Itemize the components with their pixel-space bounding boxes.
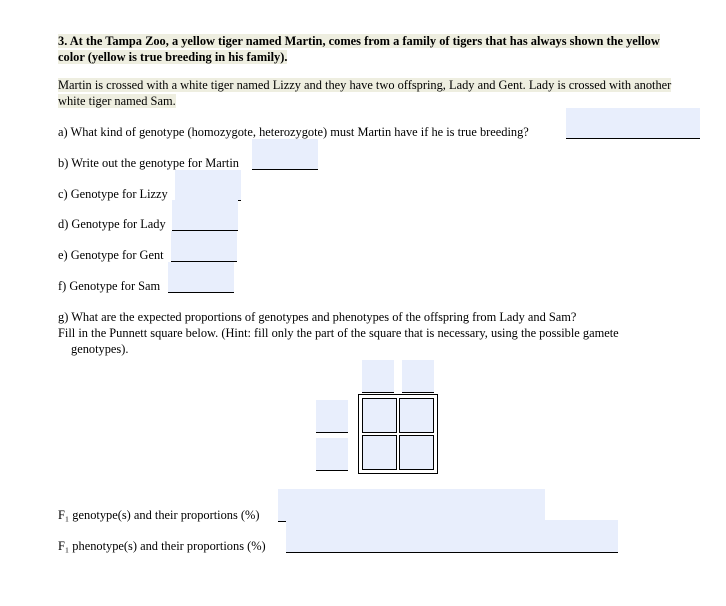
part-c-question: c) Genotype for Lizzy bbox=[58, 187, 168, 201]
punnett-cell-1-2[interactable] bbox=[399, 398, 434, 433]
part-g-question-line1: g) What are the expected proportions of genotypes and phenotypes of the offspring from Lady and Sam? bbox=[58, 310, 577, 324]
punnett-top-gamete-1[interactable] bbox=[362, 360, 394, 393]
f1-genotype-label: F₁ genotype(s) and their proportions (%) bbox=[58, 508, 260, 522]
punnett-left-gamete-1[interactable] bbox=[316, 400, 348, 433]
part-b-question: b) Write out the genotype for Martin bbox=[58, 156, 239, 170]
part-f-question: f) Genotype for Sam bbox=[58, 279, 161, 293]
f1-phenotype-label: F₁ phenotype(s) and their proportions (%) bbox=[58, 539, 266, 553]
part-a-answer-field[interactable] bbox=[566, 108, 700, 139]
punnett-cell-1-1[interactable] bbox=[362, 398, 397, 433]
punnett-cell-2-1[interactable] bbox=[362, 435, 397, 470]
question-paragraph: Martin is crossed with a white tiger named Lizzy and they have two offspring, Lady and Gent. Lady is crossed with another white tiger named Sam. bbox=[58, 78, 672, 108]
part-f-answer-field[interactable] bbox=[168, 262, 234, 293]
part-c-answer-field[interactable] bbox=[175, 170, 241, 201]
part-d-answer-field[interactable] bbox=[172, 200, 238, 231]
punnett-top-gamete-2[interactable] bbox=[402, 360, 434, 393]
punnett-left-gamete-2[interactable] bbox=[316, 438, 348, 471]
f1-genotype-answer-field[interactable] bbox=[278, 489, 545, 522]
f1-phenotype-answer-field[interactable] bbox=[286, 520, 618, 553]
part-b-answer-field[interactable] bbox=[252, 139, 318, 170]
part-a-question: a) What kind of genotype (homozygote, heterozygote) must Martin have if he is true breeding? bbox=[58, 125, 529, 139]
part-g-question-line3: genotypes). bbox=[71, 342, 129, 356]
question-title: 3. At the Tampa Zoo, a yellow tiger named Martin, comes from a family of tigers that has always shown the yellow color (yellow is true breeding in his family). bbox=[58, 34, 660, 64]
part-e-question: e) Genotype for Gent bbox=[58, 248, 164, 262]
part-e-answer-field[interactable] bbox=[171, 231, 237, 262]
part-g-question-line2: Fill in the Punnett square below. (Hint: fill only the part of the square that is necessary, using the possible gamete bbox=[58, 326, 619, 340]
part-d-question: d) Genotype for Lady bbox=[58, 217, 166, 231]
punnett-cell-2-2[interactable] bbox=[399, 435, 434, 470]
